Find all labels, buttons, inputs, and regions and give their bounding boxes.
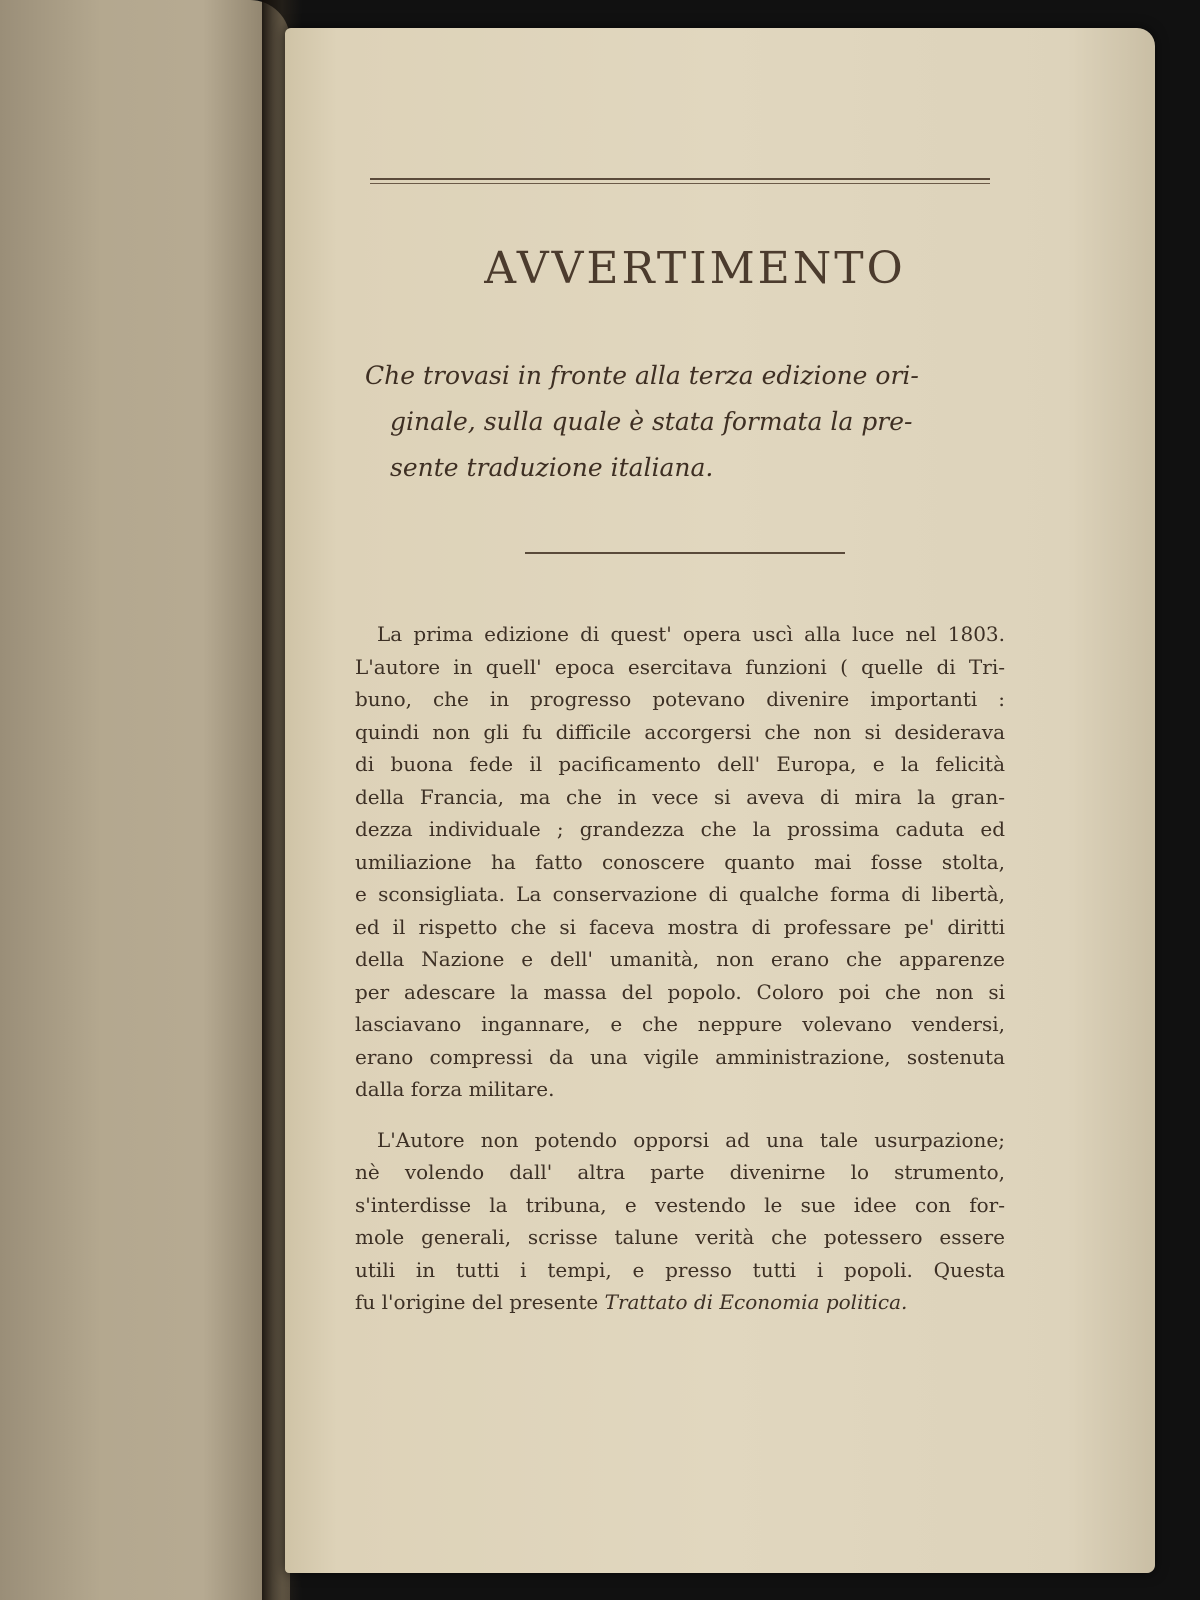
subtitle-line: ginale, sulla quale è stata formata la pre- xyxy=(390,407,913,436)
text-line: dalla forza militare. xyxy=(355,1077,555,1101)
text-line: per adescare la massa del popolo. Coloro poi che non si xyxy=(355,979,1005,1004)
text-line: mole generali, scrisse talune verità che potessero essere xyxy=(355,1225,1005,1249)
text-line: umiliazione ha fatto conoscere quanto mai fosse stolta, xyxy=(355,849,1005,874)
subtitle-line: Che trovasi in fronte alla terza edizione ori- xyxy=(365,361,919,390)
left-page xyxy=(0,0,290,1600)
paragraph-2 xyxy=(355,1124,1005,1319)
text-line: dezza individuale ; grandezza che la prossima caduta ed xyxy=(355,817,1005,841)
text-line: buno, che in progresso potevano divenire importanti : xyxy=(355,687,1005,711)
text-line: utili in tutti i tempi, e presso tutti i popoli. Questa xyxy=(355,1257,1005,1282)
text-line: della Francia, ma che in vece si aveva di mira la gran- xyxy=(355,784,1005,809)
final-line-text: fu l'origine del presente xyxy=(355,1290,605,1314)
treatise-title: Trattato di Economia politica. xyxy=(604,1290,908,1314)
text-line: La prima edizione di quest' opera uscì alla luce nel 1803. xyxy=(377,622,1005,646)
subtitle xyxy=(365,353,1005,491)
text-line: s'interdisse la tribuna, e vestendo le sue idee con for- xyxy=(355,1192,1005,1217)
text-line: L'Autore non potendo opporsi ad una tale usurpazione; xyxy=(377,1127,1005,1152)
page-title: AVVERTIMENTO xyxy=(484,243,906,294)
paragraph-1 xyxy=(355,618,1005,1106)
text-line: quindi non gli fu difficile accorgersi che non si desiderava xyxy=(355,719,1005,744)
text-line: della Nazione e dell' umanità, non erano che apparenze xyxy=(355,947,1005,971)
text-line-final xyxy=(355,1286,1005,1319)
text-line: lasciavano ingannare, e che neppure volevano vendersi, xyxy=(355,1012,1005,1036)
text-line: nè volendo dall' altra parte divenirne lo strumento, xyxy=(355,1160,1005,1184)
text-line: ed il rispetto che si faceva mostra di professare pe' diritti xyxy=(355,914,1005,939)
section-divider-rule xyxy=(525,552,845,554)
text-line: di buona fede il pacificamento dell' Europa, e la felicità xyxy=(355,752,1005,776)
top-ornamental-rule xyxy=(370,178,990,180)
body-text xyxy=(355,618,1005,1337)
bleed-through-marks xyxy=(150,610,240,690)
text-line: erano compressi da una vigile amministrazione, sostenuta xyxy=(355,1044,1005,1069)
text-line: L'autore in quell' epoca esercitava funzioni ( quelle di Tri- xyxy=(355,654,1005,679)
subtitle-line: sente traduzione italiana. xyxy=(390,453,714,482)
right-page xyxy=(285,28,1155,1573)
text-line: e sconsigliata. La conservazione di qualche forma di libertà, xyxy=(355,882,1005,906)
